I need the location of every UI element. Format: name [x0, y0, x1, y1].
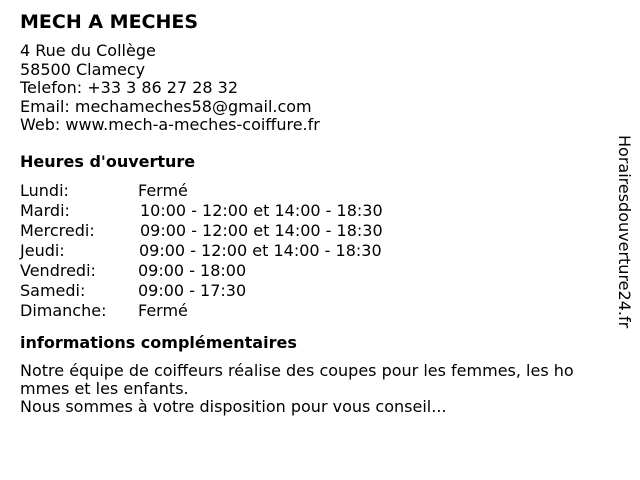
- hours-day-value: 09:00 - 12:00 et 14:00 - 18:30: [139, 241, 382, 260]
- business-card: [20, 10, 610, 416]
- hours-day-value: 09:00 - 18:00: [138, 261, 247, 280]
- email-line: Email: mechameches58@gmail.com: [20, 96, 312, 116]
- hours-day-label: Samedi:: [20, 281, 86, 300]
- hours-day-label: Mardi:: [20, 201, 70, 220]
- info-text-line: Notre équipe de coiffeurs réalise des coupes pour les femmes, les ho: [20, 361, 574, 380]
- hours-row-samedi: [20, 281, 610, 301]
- address-street: 4 Rue du Collège: [20, 41, 156, 60]
- hours-day-label: Lundi:: [20, 181, 69, 200]
- hours-day-label: Vendredi:: [20, 261, 96, 280]
- hours-day-value: 09:00 - 12:00 et 14:00 - 18:30: [140, 221, 383, 240]
- phone-line: Telefon: +33 3 86 27 28 32: [20, 78, 239, 97]
- info-text-line: Nous sommes à votre disposition pour vous conseil...: [20, 397, 447, 416]
- hours-day-value: Fermé: [138, 181, 188, 200]
- site-watermark: Horairesdouverture24.fr: [615, 135, 634, 329]
- hours-day-label: Jeudi:: [20, 241, 65, 260]
- info-description: [20, 362, 626, 416]
- contact-block: [20, 42, 610, 134]
- address-city: 58500 Clamecy: [20, 59, 146, 79]
- hours-row-mercredi: [20, 221, 610, 241]
- info-text-line: mmes et les enfants.: [20, 379, 189, 398]
- hours-day-value: Fermé: [138, 301, 188, 320]
- info-heading: informations complémentaires: [20, 333, 297, 352]
- hours-heading: Heures d'ouverture: [20, 152, 196, 171]
- hours-day-value: 10:00 - 12:00 et 14:00 - 18:30: [140, 201, 383, 220]
- business-name: MECH A MECHES: [20, 11, 199, 33]
- hours-row-mardi: [20, 201, 610, 221]
- web-line: Web: www.mech-a-meches-coiffure.fr: [20, 115, 320, 134]
- hours-row-dimanche: [20, 301, 610, 321]
- hours-row-vendredi: [20, 261, 610, 281]
- hours-day-value: 09:00 - 17:30: [138, 281, 247, 300]
- hours-table: [20, 181, 610, 321]
- hours-day-label: Dimanche:: [20, 301, 107, 320]
- hours-row-lundi: [20, 181, 610, 201]
- hours-row-jeudi: [20, 241, 610, 261]
- hours-day-label: Mercredi:: [20, 221, 95, 240]
